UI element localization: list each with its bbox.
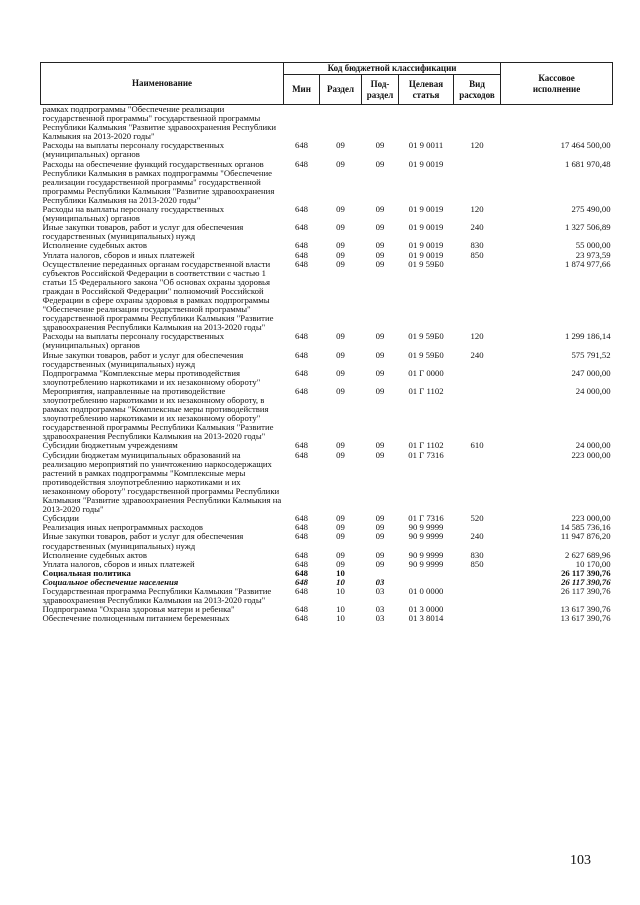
cell-section: 09 (336, 385, 345, 396)
cell-amount: 223 000,00 (571, 513, 611, 524)
cell-amount: 23 973,59 (575, 249, 611, 260)
cell-expense-type: 850 (470, 558, 484, 569)
cell-name: Государственная программа Республики Калмыкия "Развитие здравоохранения Республики Калмыкия на 2013-2020 годы" (42, 585, 272, 606)
cell-amount: 14 585 736,16 (560, 522, 611, 533)
cell-subsection: 09 (375, 158, 385, 169)
cell-expense-type: 120 (470, 204, 484, 215)
cell-expense-type: 240 (470, 222, 484, 233)
table-row (41, 332, 613, 350)
cell-section: 09 (336, 549, 345, 560)
cell-target: 01 9 59Б0 (408, 331, 444, 342)
cell-name: Субсидии (42, 513, 79, 524)
cell-target: 90 9 9999 (408, 549, 444, 560)
cell-min: 648 (294, 449, 309, 460)
cell-name: Подпрограмма "Комплексные меры противодействия злоупотреблению наркотиками и их незаконному обороту" (42, 367, 261, 387)
cell-amount (501, 105, 613, 142)
cell-min: 648 (294, 240, 309, 251)
cell-amount: 26 117 390,76 (560, 585, 611, 596)
cell-min: 648 (294, 367, 309, 378)
table-row (41, 223, 613, 241)
table-row (41, 369, 613, 387)
cell-section: 10 (336, 576, 345, 587)
cell-expense-type (454, 587, 501, 605)
cell-section: 09 (336, 240, 345, 251)
cell-subsection: 03 (375, 576, 385, 587)
cell-target (399, 105, 454, 142)
cell-section: 09 (336, 522, 345, 533)
cell-name: Иные закупки товаров, работ и услуг для обеспечения государственных (муниципальных) нужд (42, 349, 244, 369)
cell-subsection: 09 (375, 140, 385, 151)
table-row (41, 205, 613, 223)
table-header (41, 63, 613, 105)
cell-subsection: 03 (375, 604, 385, 615)
table-row (41, 105, 613, 142)
cell-target: 01 9 0019 (408, 240, 444, 251)
cell-section: 09 (336, 558, 345, 569)
cell-amount: 11 947 876,20 (560, 531, 611, 542)
header-budget-code-group: Код бюджетной классификации (284, 63, 501, 75)
cell-target: 01 9 0019 (408, 204, 444, 215)
header-name: Наименование (41, 63, 284, 105)
cell-name: Социальное обеспечение населения (42, 576, 179, 587)
cell-amount: 10 170,00 (575, 558, 611, 569)
table-row (41, 614, 613, 623)
cell-target: 01 9 59Б0 (408, 258, 444, 269)
cell-target (399, 569, 454, 578)
cell-expense-type (454, 387, 501, 442)
cell-section: 09 (336, 531, 345, 542)
cell-section: 09 (336, 367, 345, 378)
table-row (41, 451, 613, 515)
cell-expense-type: 120 (470, 140, 484, 151)
cell-subsection: 09 (375, 204, 385, 215)
cell-min: 648 (294, 349, 309, 360)
cell-target: 01 9 0019 (408, 158, 444, 169)
header-execution: Кассовое исполнение (501, 63, 613, 105)
cell-expense-type: 120 (470, 331, 484, 342)
cell-subsection: 09 (375, 513, 385, 524)
cell-expense-type (454, 578, 501, 587)
cell-name: рамках подпрограммы "Обеспечение реализации государственной программы" государственной программы Республики Калмыкия "Развитие здравоохранения Республики Калмыкия на 2013-2020 годы" (42, 104, 276, 142)
cell-name: Социальная политика (42, 567, 131, 578)
table-row (41, 587, 613, 605)
cell-subsection: 09 (375, 385, 385, 396)
cell-target: 01 9 0019 (408, 222, 444, 233)
cell-min: 648 (294, 549, 309, 560)
cell-min: 648 (294, 440, 309, 451)
cell-min: 648 (294, 576, 309, 587)
cell-name: Осуществление переданных органам государственной власти субъектов Российской Федерации в соответствии с частью 1 статьи 15 Федерального закона "Об основах охраны здоровья граждан в Российской Федерации" полномочий Российской Федерации в сфере охраны здоровья в рамках подпрограммы "Обеспечение реализации государственной программы" государственной программы Республики Калмыкия "Развитие здравоохранения Республики Калмыкия на 2013-2020 годы" (42, 258, 274, 333)
header-min: Мин (284, 75, 320, 105)
cell-amount: 17 464 500,00 (560, 140, 611, 151)
cell-name: Расходы на обеспечение функций государственных органов Республики Калмыкия в рамках подпрограммы "Обеспечение реализации государственной программы" государственной программы Республики Калмыкия "Развитие здравоохранения Республики Калмыкия на 2013-2020 годы" (42, 158, 275, 205)
cell-section: 10 (336, 604, 345, 615)
cell-name: Уплата налогов, сборов и иных платежей (42, 558, 195, 569)
cell-min (284, 105, 320, 142)
cell-section: 09 (336, 258, 345, 269)
cell-name: Субсидии бюджетным учреждениям (42, 440, 178, 451)
cell-subsection: 09 (375, 558, 385, 569)
cell-section: 10 (336, 613, 345, 624)
cell-expense-type: 830 (470, 240, 484, 251)
cell-section: 09 (336, 440, 345, 451)
cell-expense-type (454, 105, 501, 142)
cell-min: 648 (294, 513, 309, 524)
cell-target: 01 9 59Б0 (408, 349, 444, 360)
cell-target: 01 Г 7316 (408, 513, 444, 524)
cell-expense-type (454, 451, 501, 515)
cell-section: 09 (336, 331, 345, 342)
cell-section: 09 (336, 249, 345, 260)
cell-name: Расходы на выплаты персоналу государственных (муниципальных) органов (42, 331, 225, 351)
table-row (41, 141, 613, 159)
cell-amount: 26 117 390,76 (561, 567, 611, 578)
cell-min: 648 (294, 558, 309, 569)
cell-name: Уплата налогов, сборов и иных платежей (42, 249, 195, 260)
cell-section: 10 (336, 567, 345, 578)
cell-amount: 26 117 390,76 (561, 576, 611, 587)
cell-min: 648 (294, 204, 309, 215)
header-subsection: Под- раздел (362, 75, 399, 105)
cell-subsection: 03 (375, 585, 385, 596)
cell-min: 648 (294, 331, 309, 342)
cell-expense-type (454, 605, 501, 614)
cell-target: 01 3 0000 (408, 604, 444, 615)
cell-section: 09 (336, 140, 345, 151)
cell-subsection: 09 (375, 331, 385, 342)
table-row (41, 387, 613, 442)
cell-subsection: 09 (375, 349, 385, 360)
cell-min: 648 (294, 567, 309, 578)
cell-target: 01 0 0000 (408, 585, 444, 596)
cell-name: Обеспечение полноценным питанием беременных (42, 613, 230, 624)
cell-subsection: 09 (375, 449, 385, 460)
cell-amount: 24 000,00 (575, 385, 611, 396)
cell-section: 09 (336, 513, 345, 524)
cell-amount: 275 490,00 (571, 204, 611, 215)
cell-expense-type (454, 260, 501, 333)
cell-name: Мероприятия, направленные на противодействие злоупотреблению наркотиками и их незаконному обороту, в рамках подпрограммы "Комплексные меры противодействия злоупотреблению наркотиками и их незаконному обороту" государственной программы Республики Калмыкия "Развитие здравоохранения Республики Калмыкия на 2013-2020 годы" (42, 385, 274, 442)
cell-target: 01 Г 1102 (408, 385, 444, 396)
cell-min: 648 (294, 158, 309, 169)
cell-name: Субсидии бюджетам муниципальных образований на реализацию мероприятий по уничтожению наркосодержащих растений в рамках подпрограммы "Комплексные меры противодействия злоупотреблению наркотиками и их незаконному обороту" государственной программы Республики Калмыкия "Развитие здравоохранения Республики Калмыкия на 2013-2020 годы" (42, 449, 282, 515)
cell-amount: 1 299 186,14 (564, 331, 611, 342)
cell-subsection: 09 (375, 222, 385, 233)
cell-subsection: 09 (375, 240, 385, 251)
cell-min: 648 (294, 222, 309, 233)
header-section: Раздел (320, 75, 362, 105)
cell-min: 648 (294, 140, 309, 151)
cell-name: Расходы на выплаты персоналу государственных (муниципальных) органов (42, 204, 225, 224)
cell-target: 01 9 0019 (408, 249, 444, 260)
cell-name: Расходы на выплаты персоналу государственных (муниципальных) органов (42, 140, 225, 160)
cell-name: Иные закупки товаров, работ и услуг для обеспечения государственных (муниципальных) нужд (42, 531, 244, 551)
cell-min: 648 (294, 249, 309, 260)
table-body (41, 105, 613, 624)
cell-target: 01 Г 1102 (408, 440, 444, 451)
cell-section: 09 (336, 204, 345, 215)
cell-amount: 55 000,00 (575, 240, 611, 251)
cell-amount: 13 617 390,76 (560, 613, 611, 624)
cell-subsection (362, 105, 399, 142)
cell-subsection: 09 (375, 522, 385, 533)
cell-expense-type: 240 (470, 349, 484, 360)
cell-min: 648 (294, 604, 309, 615)
cell-target: 01 Г 7316 (408, 449, 444, 460)
cell-name: Исполнение судебных актов (42, 240, 147, 251)
cell-subsection: 09 (375, 531, 385, 542)
cell-section: 09 (336, 158, 345, 169)
header-expense-type: Вид расходов (454, 75, 501, 105)
cell-min: 648 (294, 522, 309, 533)
cell-target: 90 9 9999 (408, 522, 444, 533)
cell-target: 01 9 0011 (408, 140, 444, 151)
cell-min: 648 (294, 531, 309, 542)
cell-name: Реализация иных непрограммных расходов (42, 522, 204, 533)
cell-expense-type: 610 (470, 440, 484, 451)
cell-amount: 2 627 689,96 (564, 549, 611, 560)
cell-target: 90 9 9999 (408, 558, 444, 569)
cell-section: 09 (336, 349, 345, 360)
cell-name: Иные закупки товаров, работ и услуг для обеспечения государственных (муниципальных) нужд (42, 222, 244, 242)
cell-subsection: 09 (375, 258, 385, 269)
cell-subsection: 09 (375, 440, 385, 451)
table-row (41, 260, 613, 333)
cell-target: 01 Г 0000 (408, 367, 444, 378)
cell-min: 648 (294, 585, 309, 596)
table-row (41, 160, 613, 205)
cell-expense-type (454, 160, 501, 205)
cell-section: 09 (336, 449, 345, 460)
cell-min: 648 (294, 385, 309, 396)
cell-name: Исполнение судебных актов (42, 549, 147, 560)
cell-expense-type: 830 (470, 549, 484, 560)
cell-expense-type (454, 369, 501, 387)
cell-min: 648 (294, 258, 309, 269)
cell-expense-type: 240 (470, 531, 484, 542)
cell-subsection: 09 (375, 367, 385, 378)
header-target: Целевая статья (399, 75, 454, 105)
cell-subsection: 09 (375, 549, 385, 560)
cell-target: 01 3 8014 (408, 613, 444, 624)
cell-amount: 247 000,00 (571, 367, 611, 378)
page-number: 103 (570, 853, 591, 868)
cell-amount: 24 000,00 (575, 440, 611, 451)
table-row (41, 351, 613, 369)
cell-target: 90 9 9999 (408, 531, 444, 542)
cell-min: 648 (294, 613, 309, 624)
cell-subsection: 09 (375, 249, 385, 260)
cell-section: 10 (336, 585, 345, 596)
cell-section: 09 (336, 222, 345, 233)
cell-amount: 1 874 977,66 (564, 258, 611, 269)
cell-expense-type (454, 614, 501, 623)
cell-expense-type (454, 569, 501, 578)
cell-expense-type: 520 (470, 513, 484, 524)
cell-name: Подпрограмма "Охрана здоровья матери и ребенка" (42, 604, 235, 615)
cell-amount: 223 000,00 (571, 449, 611, 460)
cell-amount: 575 791,52 (571, 349, 611, 360)
cell-expense-type: 850 (470, 249, 484, 260)
cell-amount: 13 617 390,76 (560, 604, 611, 615)
cell-section (320, 105, 362, 142)
budget-table (40, 62, 613, 623)
table-row (41, 532, 613, 550)
cell-amount: 1 327 506,89 (564, 222, 611, 233)
cell-amount: 1 681 970,48 (564, 158, 611, 169)
cell-subsection: 03 (375, 613, 385, 624)
